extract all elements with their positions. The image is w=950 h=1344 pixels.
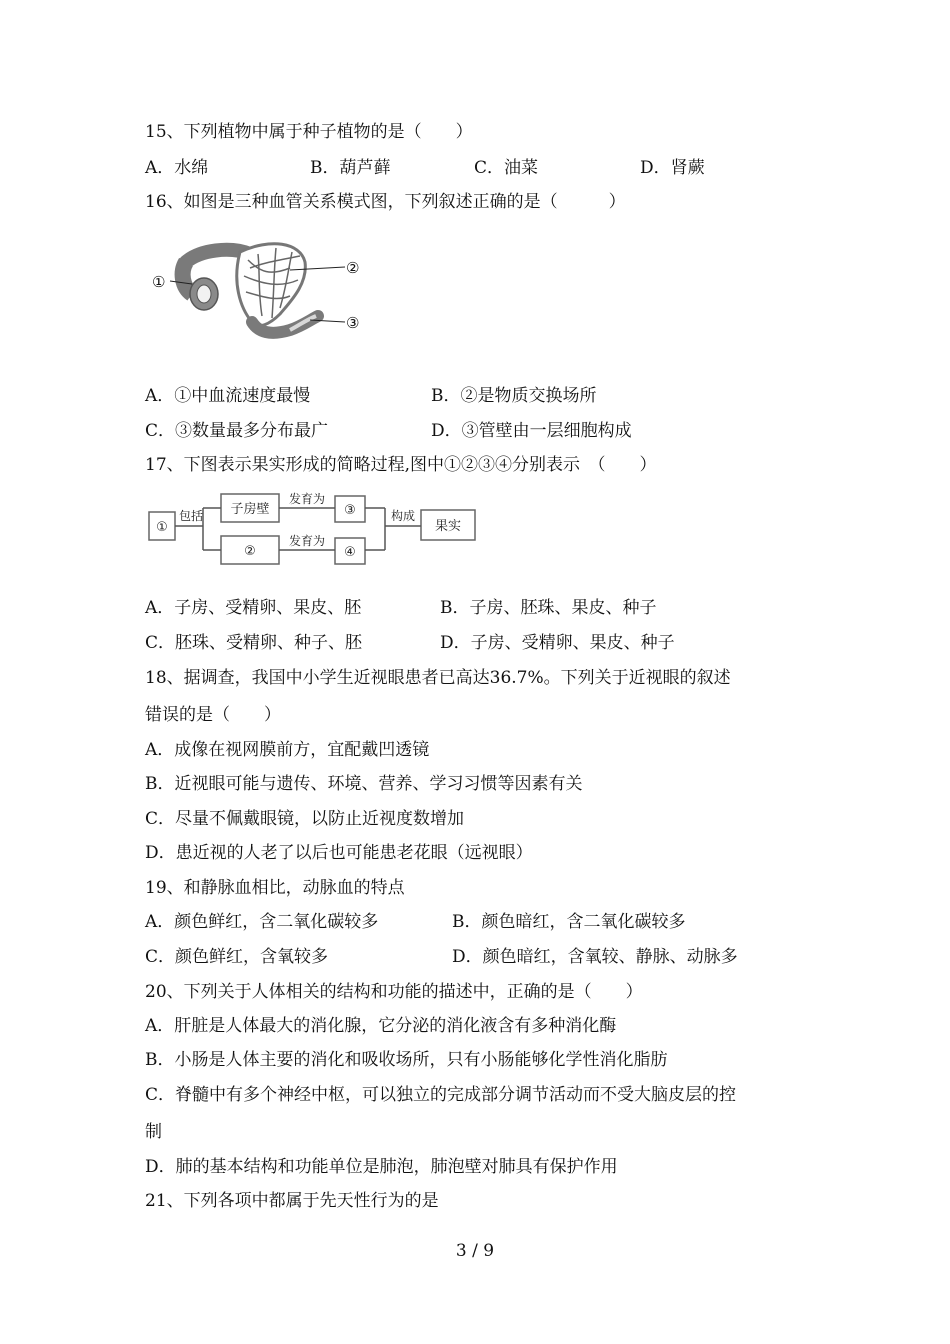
q20-option-a: A．肝脏是人体最大的消化腺，它分泌的消化液含有多种消化酶 [145,1016,617,1036]
q19-option-c: C．颜色鲜红，含氧较多 [145,947,329,967]
diagram-node-1: ① [156,520,168,535]
diagram-fruit: 果实 [434,519,462,534]
blood-vessel-figure [140,232,370,352]
q20-option-c-cont: 制 [145,1122,162,1142]
q20-stem: 20、下列关于人体相关的结构和功能的描述中，正确的是（ ） [145,982,643,1002]
q17-option-b: B．子房、胚珠、果皮、种子 [440,598,657,618]
q20-option-b: B．小肠是人体主要的消化和吸收场所，只有小肠能够化学性消化脂肪 [145,1050,668,1070]
q16-stem: 16、如图是三种血管关系模式图，下列叙述正确的是（ ） [145,192,626,212]
figure-label-1: ① [152,273,166,291]
q16-option-d: D．③管壁由一层细胞构成 [431,421,632,441]
diagram-node-3: ③ [344,503,356,518]
q16-option-b: B．②是物质交换场所 [431,386,597,406]
diagram-ovary-wall: 子房壁 [230,502,270,517]
q15-option-b: B．葫芦藓 [310,158,391,178]
figure-label-3: ③ [346,314,360,332]
q18-stem-line2: 错误的是（ ） [145,705,281,725]
q17-stem: 17、下图表示果实形成的简略过程,图中①②③④分别表示 （ ） [145,455,657,475]
q16-option-a: A．①中血流速度最慢 [145,386,311,406]
q15-option-a: A．水绵 [145,158,209,178]
q19-stem: 19、和静脉血相比，动脉血的特点 [145,878,405,898]
q15-stem: 15、下列植物中属于种子植物的是（ ） [145,122,473,142]
q18-option-c: C．尽量不佩戴眼镜，以防止近视度数增加 [145,809,465,829]
q17-option-c: C．胚珠、受精卵、种子、胚 [145,633,363,653]
diagram-develop-label-1: 发育为 [288,492,326,506]
page-number: 3 / 9 [455,1241,495,1261]
q15-option-c: C．油菜 [474,158,539,178]
q17-option-d: D．子房、受精卵、果皮、种子 [440,633,675,653]
q20-option-c: C．脊髓中有多个神经中枢，可以独立的完成部分调节活动而不受大脑皮层的控 [145,1085,737,1105]
q18-option-d: D．患近视的人老了以后也可能患老花眼（远视眼） [145,843,533,863]
q18-option-a: A．成像在视网膜前方，宜配戴凹透镜 [145,740,430,760]
figure-label-2: ② [346,259,360,277]
q17-option-a: A．子房、受精卵、果皮、胚 [145,598,362,618]
q19-option-a: A．颜色鲜红，含二氧化碳较多 [145,912,379,932]
diagram-develop-label-2: 发育为 [288,534,326,548]
q21-stem: 21、下列各项中都属于先天性行为的是 [145,1191,439,1211]
fruit-formation-diagram [145,488,485,568]
q18-option-b: B．近视眼可能与遗传、环境、营养、学习习惯等因素有关 [145,774,583,794]
q15-option-d: D．肾蕨 [640,158,705,178]
diagram-form-label: 构成 [390,509,416,523]
diagram-include-label: 包括 [178,509,204,523]
q18-stem-line1: 18、据调查，我国中小学生近视眼患者已高达36.7%。下列关于近视眼的叙述 [145,668,731,688]
q20-option-d: D．肺的基本结构和功能单位是肺泡，肺泡壁对肺具有保护作用 [145,1157,618,1177]
q19-option-b: B．颜色暗红，含二氧化碳较多 [452,912,686,932]
q19-option-d: D．颜色暗红，含氧较、静脉、动脉多 [452,947,738,967]
diagram-node-2: ② [244,544,256,559]
diagram-node-4: ④ [344,545,356,560]
q16-option-c: C．③数量最多分布最广 [145,421,329,441]
